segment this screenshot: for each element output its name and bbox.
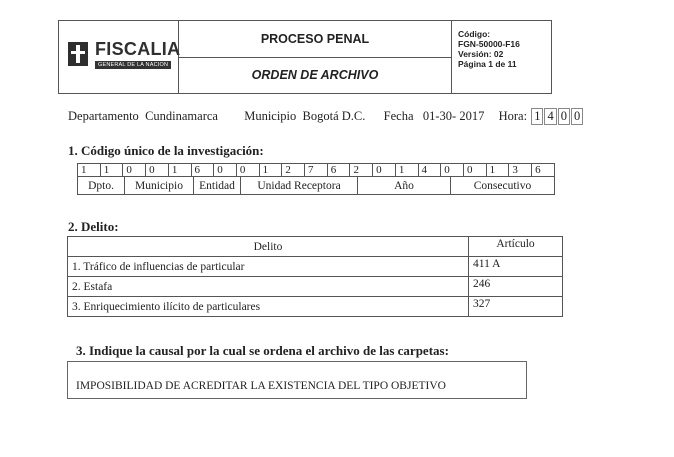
investigation-code-labels: [77, 176, 555, 195]
code-digit: 1: [168, 164, 191, 177]
articulo-cell: 327: [469, 297, 563, 317]
departamento-value: Cundinamarca: [145, 109, 218, 123]
logo-block: [59, 21, 179, 93]
section-3-heading: 3. Indique la causal por la cual se ordena el archivo de las carpetas:: [76, 343, 449, 358]
articulo-cell: 411 A: [469, 257, 563, 277]
header-meta: [452, 21, 552, 93]
code-digit: 6: [327, 164, 350, 177]
code-digit: 1: [395, 164, 418, 177]
header-divider: [179, 57, 451, 58]
code-digit: 1: [259, 164, 282, 177]
codigo-value: FGN-50000-F16: [458, 39, 520, 49]
document-header: [58, 20, 552, 94]
causal-text: IMPOSIBILIDAD DE ACREDITAR LA EXISTENCIA DEL TIPO OBJETIVO: [76, 380, 446, 392]
fiscalia-logo-icon: [68, 42, 88, 66]
code-digit: 0: [441, 164, 464, 177]
code-digit: 1: [100, 164, 123, 177]
section-1-heading: 1. Código único de la investigación:: [68, 143, 264, 158]
code-digit: 0: [146, 164, 169, 177]
hora-digit: 0: [571, 108, 583, 125]
code-label-dpto: Dpto.: [78, 177, 125, 195]
code-digit: 1: [486, 164, 509, 177]
code-digit: 3: [509, 164, 532, 177]
table-row: [68, 277, 563, 297]
code-digit: 6: [191, 164, 214, 177]
delito-table: [67, 236, 563, 317]
version-text: Versión: 02: [458, 49, 504, 59]
page-number: Página 1 de 11: [458, 59, 517, 69]
code-digit: 0: [214, 164, 237, 177]
code-digit: 2: [282, 164, 305, 177]
table-row: [68, 297, 563, 317]
code-label-unidad-receptora: Unidad Receptora: [241, 177, 358, 195]
code-label-consecutivo: Consecutivo: [451, 177, 555, 195]
process-title: PROCESO PENAL: [260, 32, 370, 46]
code-digit: 6: [532, 164, 555, 177]
delito-cell: 1. Tráfico de influencias de particular: [68, 257, 469, 277]
code-digit: 1: [78, 164, 101, 177]
document-title: ORDEN DE ARCHIVO: [251, 68, 379, 82]
hora-digit: 0: [558, 108, 570, 125]
code-digit: 0: [373, 164, 396, 177]
column-header-delito: Delito: [68, 237, 469, 257]
code-digit: 0: [463, 164, 486, 177]
table-header-row: [68, 237, 563, 257]
hora-digit: 1: [531, 108, 543, 125]
municipio-label: Municipio: [244, 109, 297, 123]
location-row: [68, 108, 583, 125]
delito-cell: 3. Enriquecimiento ilícito de particulares: [68, 297, 469, 317]
fecha-value: 01-30- 2017: [422, 109, 485, 123]
delito-cell: 2. Estafa: [68, 277, 469, 297]
codigo-label: Código:: [458, 29, 491, 39]
causal-box: [67, 361, 527, 399]
code-digit: 0: [123, 164, 146, 177]
municipio-value: Bogotá D.C.: [302, 109, 366, 123]
departamento-label: Departamento: [68, 109, 139, 123]
code-label-ano: Año: [358, 177, 451, 195]
section-2-heading: 2. Delito:: [68, 219, 119, 234]
code-digit: 4: [418, 164, 441, 177]
header-title-block: [179, 21, 452, 93]
code-digit: 0: [236, 164, 259, 177]
investigation-code-grid: [77, 163, 555, 177]
column-header-articulo: Artículo: [469, 237, 563, 257]
hora-digit: 4: [544, 108, 556, 125]
code-digit: 7: [305, 164, 328, 177]
logo-name: FISCALIA: [95, 39, 181, 59]
logo-subtitle: GENERAL DE LA NACION: [95, 61, 171, 69]
code-label-entidad: Entidad: [194, 177, 241, 195]
articulo-cell: 246: [469, 277, 563, 297]
fecha-label: Fecha: [383, 109, 414, 123]
hora-label: Hora:: [498, 109, 528, 123]
code-label-municipio: Municipio: [125, 177, 194, 195]
table-row: [68, 257, 563, 277]
code-digit: 2: [350, 164, 373, 177]
